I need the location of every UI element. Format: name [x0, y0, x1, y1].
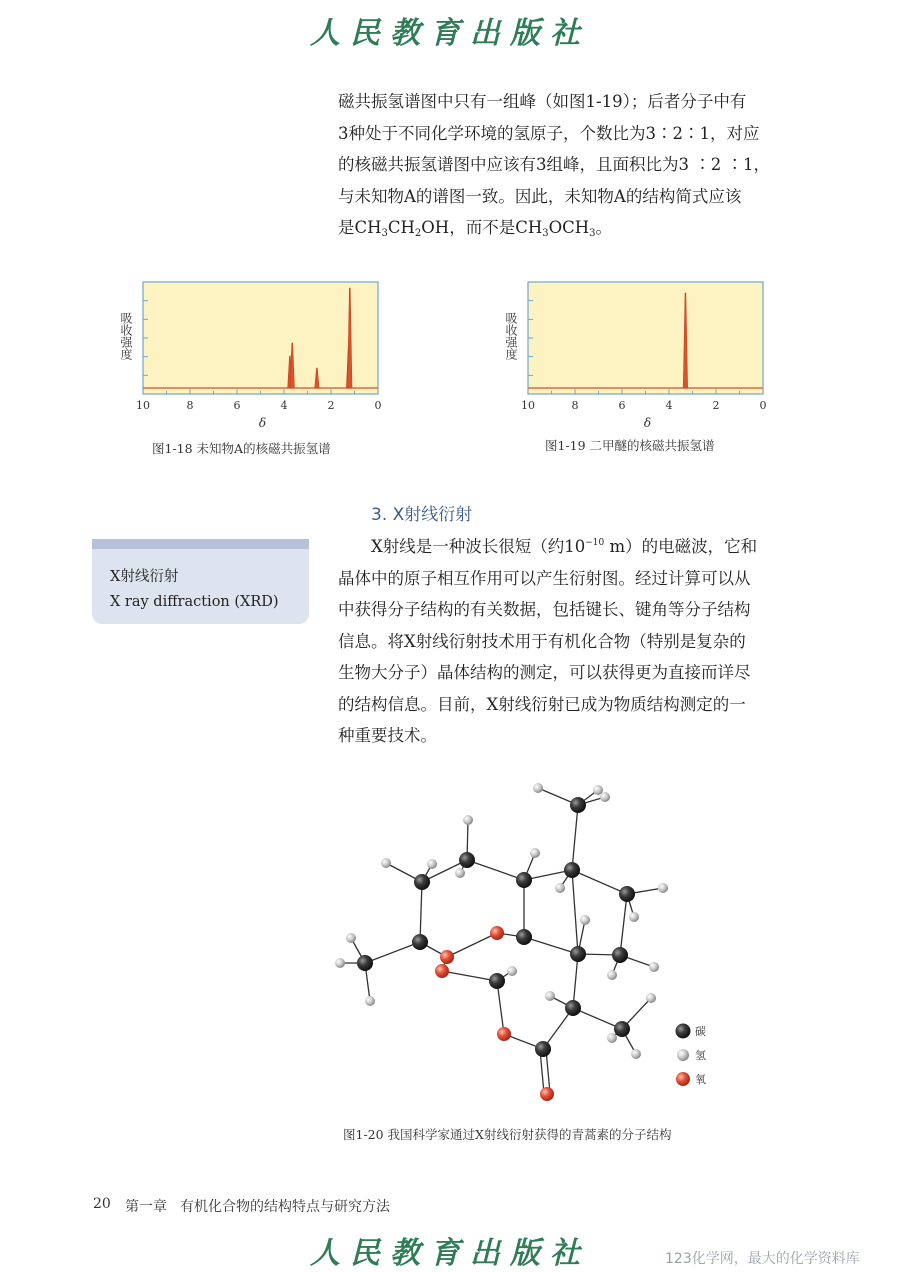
oxygen-atoms	[435, 926, 554, 1101]
x-tick-label: 2	[327, 399, 335, 412]
x-tick-label: 2	[712, 399, 720, 412]
molecule-bonds	[340, 788, 663, 1093]
plot-area	[143, 282, 378, 394]
text-line: 生物大分子）晶体结构的测定，可以获得更为直接而详尽	[338, 663, 751, 682]
text-line-formula: 是$CH_3CH_2OH$，而不是$CH_3OCH_3$。	[338, 218, 613, 239]
formula-ethanol: $CH_3CH_2OH$	[354, 218, 450, 239]
x-tick-label: 8	[186, 399, 194, 412]
x-tick-label: 10	[136, 399, 150, 412]
legend-hydrogen-label: 氢	[695, 1049, 706, 1062]
text-line: 的核磁共振氢谱图中应该有3组峰，且面积比为3 ∶2 ∶1，	[338, 155, 770, 174]
x-tick-label: 0	[374, 399, 382, 412]
x-axis-label: δ	[258, 416, 267, 430]
section-title: 3. X射线衍射	[371, 505, 473, 525]
paragraph-xrd	[338, 531, 804, 752]
paragraph-nmr-analysis	[338, 86, 804, 244]
x-tick-label: 6	[618, 399, 626, 412]
chart-caption-1-19: 图1-19 二甲醚的核磁共振氢谱	[545, 438, 715, 453]
x-tick-label: 6	[233, 399, 241, 412]
molecule-legend	[676, 1024, 707, 1087]
legend-carbon-label: 碳	[695, 1025, 706, 1038]
nmr-chart-dimethyl-ether	[495, 276, 785, 446]
plot-area	[528, 282, 763, 394]
text-line: 晶体中的原子相互作用可以产生衍射图。经过计算可以从	[338, 568, 751, 588]
chapter-label: 第一章	[125, 1199, 167, 1215]
publisher-logo-top: 人民教育出版社	[310, 16, 590, 51]
y-axis-label: 吸收强度	[119, 312, 133, 360]
text-line: 与未知物A的谱图一致。因此，未知物A的结构简式应该	[338, 186, 742, 206]
text-line: 信息。将X射线衍射技术用于有机化合物（特别是复杂的	[338, 631, 746, 651]
text-line: 种重要技术。	[338, 726, 437, 745]
legend-hydrogen-swatch	[677, 1049, 689, 1061]
nmr-chart-unknown-a	[110, 276, 400, 446]
chapter-title: 有机化合物的结构特点与研究方法	[180, 1199, 390, 1215]
x-tick-label: 0	[759, 399, 767, 412]
y-axis-label: 吸收强度	[504, 312, 518, 360]
x-tick-label: 4	[280, 399, 288, 412]
text-line: 的结构信息。目前，X射线衍射已成为物质结构测定的一	[338, 694, 746, 714]
x-tick-label: 10	[521, 399, 535, 412]
glossary-sidebar	[92, 539, 309, 624]
page-number: 20	[93, 1196, 111, 1212]
text-line: 磁共振氢谱图中只有一组峰（如图1-19）；后者分子中有	[338, 92, 747, 111]
molecule-caption: 图1-20 我国科学家通过X射线衍射获得的青蒿素的分子结构	[343, 1127, 672, 1142]
artemisinin-molecule-model	[320, 770, 740, 1120]
watermark-text: 123化学网，最大的化学资料库	[665, 1251, 860, 1267]
legend-oxygen-label: 氧	[695, 1073, 706, 1086]
formula-dimethyl-ether: $CH_3OCH_3$	[515, 218, 596, 239]
text-line: 中获得分子结构的有关数据，包括键长、键角等分子结构	[338, 600, 751, 619]
legend-carbon-swatch	[676, 1024, 691, 1039]
publisher-logo-bottom: 人民教育出版社	[310, 1236, 590, 1271]
legend-oxygen-swatch	[676, 1072, 690, 1086]
text-line: 3种处于不同化学环境的氢原子，个数比为3∶2∶1，对应	[338, 123, 760, 143]
x-tick-label: 4	[665, 399, 673, 412]
sidebar-top-bar	[92, 539, 309, 549]
x-tick-label: 8	[571, 399, 579, 412]
glossary-term-en: X ray diffraction (XRD)	[110, 594, 279, 610]
chart-caption-1-18: 图1-18 未知物A的核磁共振氢谱	[152, 441, 331, 456]
x-axis-label: δ	[643, 416, 652, 430]
text-line: X射线是一种波长很短（约$10^{-10}$ m）的电磁波，它和	[371, 537, 758, 556]
glossary-term-cn: X射线衍射	[110, 569, 179, 585]
